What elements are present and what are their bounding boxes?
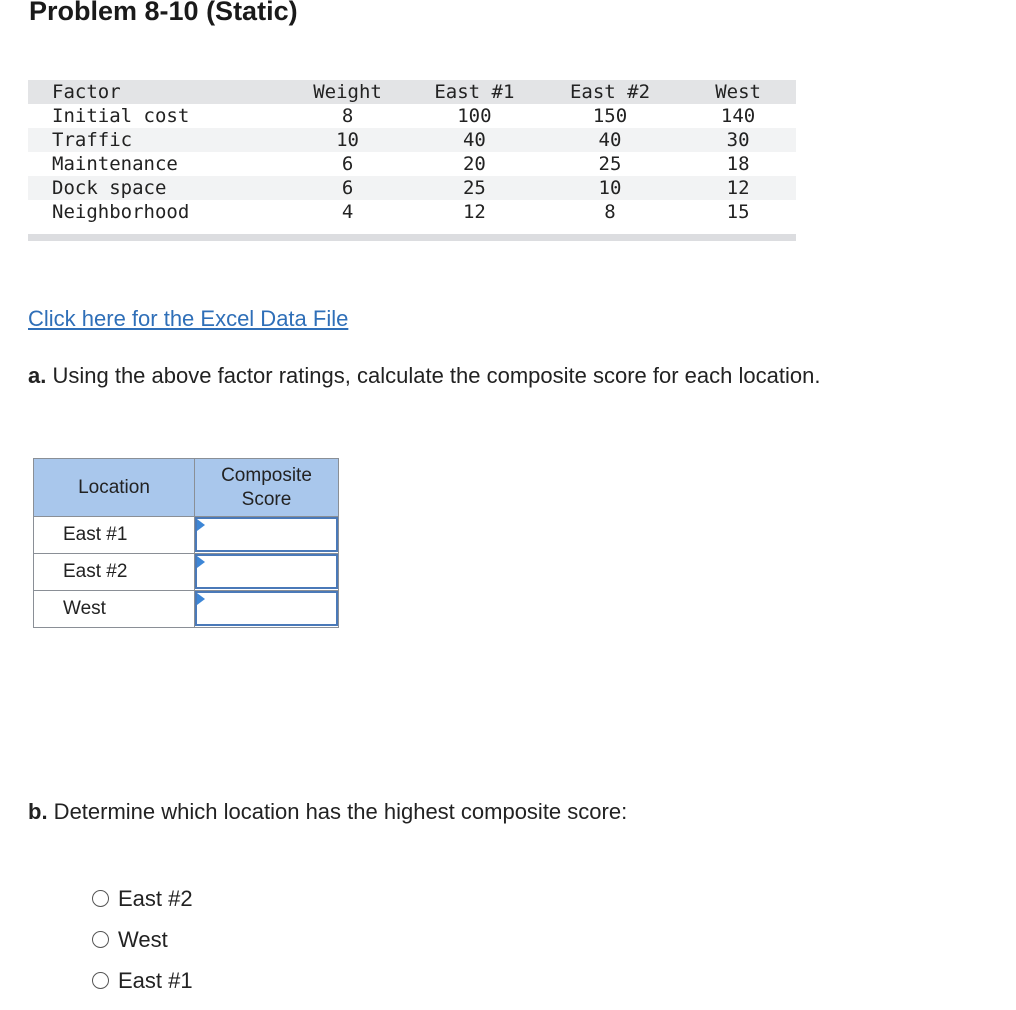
header-west: West	[715, 81, 761, 103]
east2-cell: 40	[598, 129, 622, 151]
question-a	[28, 363, 820, 389]
table-row	[34, 517, 339, 554]
header-composite-score	[195, 459, 339, 517]
factor-ratings-table	[28, 80, 796, 224]
radio-button[interactable]	[92, 931, 109, 948]
score-cell-west	[195, 591, 339, 628]
header-weight: Weight	[313, 81, 382, 103]
score-input-east2[interactable]	[195, 554, 338, 589]
location-cell-east1: East #1	[34, 517, 195, 554]
table-row	[28, 152, 796, 176]
factor-cell: Neighborhood	[52, 201, 190, 223]
radio-button[interactable]	[92, 972, 109, 989]
weight-cell: 10	[336, 129, 359, 151]
header-east1: East #1	[434, 81, 515, 103]
factor-cell: Maintenance	[52, 153, 178, 175]
table-row	[28, 200, 796, 224]
factor-cell: Dock space	[52, 177, 167, 199]
west-cell: 12	[726, 177, 750, 199]
score-cell-east1	[195, 517, 339, 554]
location-cell-west: West	[34, 591, 195, 628]
weight-cell: 8	[341, 105, 354, 127]
weight-cell: 6	[341, 153, 354, 175]
location-cell-east2: East #2	[34, 554, 195, 591]
table-row	[34, 591, 339, 628]
score-cell-east2	[195, 554, 339, 591]
east1-cell: 20	[462, 153, 486, 175]
option-label: East #2	[118, 885, 193, 911]
east2-cell: 25	[598, 153, 622, 175]
header-score-line1: Composite	[221, 464, 312, 486]
question-b	[28, 799, 627, 825]
radio-button[interactable]	[92, 890, 109, 907]
west-cell: 30	[726, 129, 750, 151]
east1-cell: 25	[462, 177, 486, 199]
factor-cell: Traffic	[52, 129, 133, 151]
question-a-text: Using the above factor ratings, calculate the composite score for each location.	[46, 363, 821, 388]
option-label: West	[118, 926, 168, 952]
header-location: Location	[34, 459, 195, 517]
score-input-east1[interactable]	[195, 517, 338, 552]
table-row	[28, 128, 796, 152]
east2-cell: 150	[592, 105, 628, 127]
west-cell: 140	[720, 105, 756, 127]
location-options	[92, 878, 193, 1001]
option-east1[interactable]	[92, 960, 193, 1001]
flag-marker-icon	[197, 519, 205, 531]
header-east2: East #2	[569, 81, 651, 103]
option-west[interactable]	[92, 919, 193, 960]
header-factor: Factor	[52, 81, 121, 103]
factor-cell: Initial cost	[52, 105, 190, 127]
option-east2[interactable]	[92, 878, 193, 919]
west-cell: 18	[726, 153, 750, 175]
table-row	[28, 104, 796, 128]
east1-cell: 40	[462, 129, 486, 151]
answer-header-row	[34, 459, 339, 517]
flag-marker-icon	[197, 556, 205, 568]
page-title: Problem 8-10 (Static)	[29, 0, 298, 26]
flag-marker-icon	[197, 593, 205, 605]
east1-cell: 12	[462, 201, 486, 223]
header-score-line2: Score	[241, 488, 292, 510]
table-header-row	[28, 80, 796, 104]
east2-cell: 8	[604, 201, 616, 223]
excel-data-file-link[interactable]: Click here for the Excel Data File	[28, 306, 349, 331]
east1-cell: 100	[457, 105, 492, 127]
option-label: East #1	[118, 967, 193, 993]
question-a-label: a.	[28, 363, 47, 388]
east2-cell: 10	[598, 177, 622, 199]
weight-cell: 4	[341, 201, 354, 223]
west-cell: 15	[726, 201, 750, 223]
question-b-text: Determine which location has the highest composite score:	[47, 799, 628, 824]
table-bottom-rule	[28, 234, 796, 241]
table-row	[34, 554, 339, 591]
weight-cell: 6	[341, 177, 354, 199]
composite-score-table	[33, 458, 339, 628]
score-input-west[interactable]	[195, 591, 338, 626]
table-row	[28, 176, 796, 200]
question-b-label: b.	[28, 799, 48, 824]
